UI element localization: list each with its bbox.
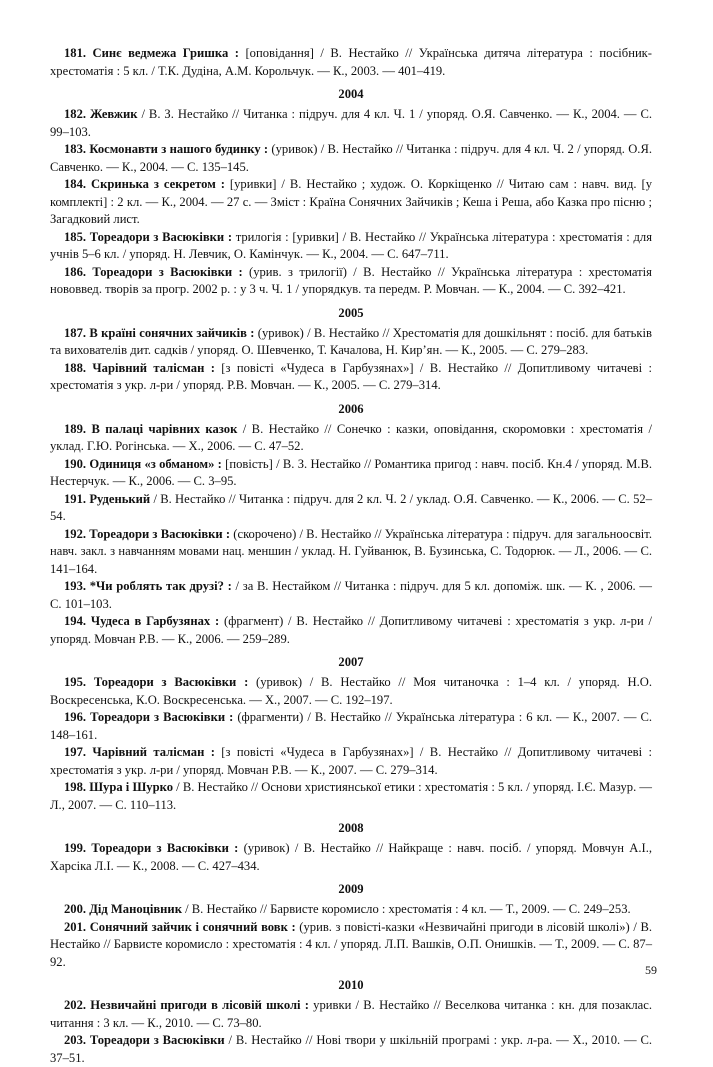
entry-number: 196.: [64, 710, 87, 724]
bibliography-entry: [50, 674, 652, 709]
entry-number: 201.: [64, 919, 87, 934]
entry-details: [уривки] / В. Нестайко ; худож. О. Коркіщенко // Читаю сам : навч. вид. [у комплекті] : 2 кл. — К., 2004. — 27 с. — Зміст : Країна Сонячних Зайчиків ; Кеша і Реша, або Казка про пісню ; Загадковий лист.: [50, 177, 652, 226]
entry-title: Тореадори з Васюківки :: [89, 526, 231, 541]
entry-heading: [64, 527, 230, 541]
entry-title: В палаці чарівних казок: [91, 421, 238, 436]
entry-heading: [64, 841, 238, 855]
entry-details: [з повісті «Чудеса в Гарбузянах»] / В. Нестайко // Допитливому читачеві : хрестоматія з укр. л-ри / упоряд. Мовчан Р.В. — К., 2007. — С. 279–314.: [50, 745, 652, 777]
entry-title: Тореадори з Васюківки :: [90, 710, 234, 724]
entry-number: 184.: [64, 177, 87, 191]
entry-heading: [64, 492, 150, 506]
entry-title: Тореадори з Васюківки :: [91, 841, 239, 855]
entry-details: / В. Нестайко // Основи християнської етики : хрестоматія : 5 кл. / упоряд. І.Є. Мазур. — Л., 2007. — С. 110–113.: [50, 780, 652, 812]
entry-number: 190.: [64, 456, 87, 471]
entry-heading: [64, 745, 215, 759]
entry-details: (уривок) / В. Нестайко // Найкраще : навч. посіб. / упоряд. Мовчун А.І., Харсіка Л.І. — К., 2008. — С. 427–434.: [50, 841, 652, 873]
entry-number: 203.: [64, 1033, 87, 1047]
entry-number: 182.: [64, 107, 87, 121]
entry-number: 188.: [64, 360, 87, 375]
bibliography-entry: [50, 141, 652, 176]
entry-number: 189.: [64, 421, 87, 436]
bibliography-entry: [50, 456, 652, 491]
entry-heading: [64, 1033, 225, 1047]
bibliography-entry: [50, 45, 652, 80]
bibliography-entry: [50, 229, 652, 264]
entry-heading: [64, 422, 237, 436]
bibliography-entry: [50, 919, 652, 972]
entry-title: Скринька з секретом :: [91, 177, 225, 191]
entry-title: Космонавти з нашого будинку :: [89, 142, 269, 156]
entry-heading: [64, 46, 239, 60]
bibliography-entry: [50, 421, 652, 456]
entry-heading: [64, 998, 309, 1012]
year-heading: 2009: [338, 882, 364, 896]
entry-heading: [64, 902, 182, 916]
entry-details: [повість] / В. З. Нестайко // Романтика пригод : навч. посіб. Кн.4 / упоряд. М.В. Нестерчук. — К., 2006. — С. 3–95.: [50, 456, 652, 488]
entry-details: (урив. з повісті-казки «Незвичайні пригоди в лісовій школі») / В. Нестайко // Барвисте коромисло : хрестоматія : 4 кл. / упоряд. Л.П. Вашків, О.П. Онишків. — Т., 2009. — С. 87–92.: [50, 919, 652, 969]
entry-title: Дід Маноцівник: [89, 902, 182, 916]
entry-details: / В. Нестайко // Барвисте коромисло : хрестоматія : 4 кл. — Т., 2009. — С. 249–253.: [181, 902, 631, 916]
entry-details: (скорочено) / В. Нестайко // Українська література : підруч. для загальноосвіт. навч. закл. з навчанням мовами нац. меншин / уклад. Н. Гуйванюк, В. Бузинська, С. Тодорюк. — Л., 2006. — С. 141–164.: [50, 526, 652, 576]
entry-title: Сонячний зайчик і сонячний вовк :: [89, 919, 296, 934]
entry-number: 183.: [64, 142, 87, 156]
entry-number: 195.: [64, 675, 87, 689]
entry-heading: [64, 361, 215, 375]
entry-heading: [64, 107, 138, 121]
entry-number: 192.: [64, 526, 87, 541]
entry-number: 191.: [64, 491, 87, 506]
year-heading: 2010: [338, 978, 364, 992]
bibliography-entry: [50, 840, 652, 875]
entry-heading: [64, 780, 173, 794]
entry-details: (уривок) / В. Нестайко // Моя читаночка : 1–4 кл. / упоряд. Н.О. Воскресенська, К.О. Воскресенська. — Х., 2007. — С. 192–197.: [50, 675, 652, 707]
entry-number: 187.: [64, 325, 87, 340]
entry-details: [оповідання] / В. Нестайко // Українська дитяча література : посібник-хрестоматія : 5 кл. / Т.К. Дудіна, А.М. Корольчук. — К., 2003. — 401–419.: [50, 46, 652, 78]
bibliography-entry: [50, 709, 652, 744]
entry-title: Чарівний талісман :: [92, 745, 215, 759]
entry-details: / В. Нестайко // Сонечко : казки, оповідання, скоромовки : хрестоматія / уклад. Г.Ю. Рогінська. — Х., 2006. — С. 47–52.: [50, 421, 652, 453]
year-heading: 2005: [338, 305, 364, 320]
entry-number: 181.: [64, 46, 87, 60]
entry-number: 200.: [64, 902, 87, 916]
entry-details: (урив. з трилогії) / В. Нестайко // Українська література : хрестоматія нововвед. творів за прогр. 2002 р. : у 3 ч. Ч. 1 / упорядкув. та передм. Р. Мовчан. — К., 2004. — С. 392–421.: [50, 264, 652, 296]
entry-number: 202.: [64, 998, 87, 1012]
entry-details: / В. Нестайко // Нові твори у шкільній програмі : укр. л-ра. — Х., 2010. — С. 37–51.: [50, 1033, 653, 1065]
entry-heading: [64, 675, 248, 689]
entry-heading: [64, 230, 232, 244]
bibliography-entry: [50, 744, 652, 779]
bibliography-entry: [50, 526, 652, 579]
year-heading: 2007: [338, 655, 364, 669]
entry-details: (уривок) / В. Нестайко // Читанка : підруч. для 4 кл. Ч. 2 / упоряд. О.Я. Савченко. — К., 2004. — С. 135–145.: [50, 142, 652, 174]
entry-title: Тореадори з Васюківки :: [92, 264, 243, 279]
bibliography-entry: [50, 264, 652, 299]
entry-heading: [64, 457, 222, 471]
bibliography-entry: [50, 325, 652, 360]
entry-details: / В. Нестайко // Читанка : підруч. для 2 кл. Ч. 2 / уклад. О.Я. Савченко. — К., 2006. — С. 52–54.: [50, 491, 652, 523]
entry-details: [з повісті «Чудеса в Гарбузянах»] / В. Нестайко // Допитливому читачеві : хрестоматія з укр. л-ри / упоряд. Р.В. Мовчан. — К., 2005. — С. 279–314.: [50, 360, 652, 392]
entry-heading: [64, 920, 296, 934]
entry-title: Шура і Шурко: [89, 780, 173, 794]
entry-number: 197.: [64, 745, 87, 759]
entry-details: / В. З. Нестайко // Читанка : підруч. для 4 кл. Ч. 1 / упоряд. О.Я. Савченко. — К., 2004. — С. 99–103.: [50, 107, 652, 139]
bibliography-entry: [50, 578, 652, 613]
bibliography-entry: [50, 779, 652, 814]
entry-heading: [64, 326, 254, 340]
entry-number: 186.: [64, 264, 87, 279]
entry-heading: [64, 614, 219, 628]
entry-title: Руденький: [89, 491, 151, 506]
bibliography-entry: [50, 360, 652, 395]
entry-number: 194.: [64, 614, 87, 628]
entry-heading: [64, 265, 243, 279]
bibliography-entry: [50, 901, 652, 919]
bibliography-entry: [50, 106, 652, 141]
entry-details: (фрагмент) / В. Нестайко // Допитливому читачеві : хрестоматія з укр. л-ри / упоряд. Мовчан Р.В. — К., 2006. — 259–289.: [50, 614, 652, 646]
entry-title: Жевжик: [90, 107, 138, 121]
entry-number: 193.: [64, 579, 87, 593]
entry-title: Незвичайні пригоди в лісовій школі :: [90, 998, 309, 1012]
bibliography-entry: [50, 491, 652, 526]
bibliography-entry: [50, 1032, 652, 1067]
bibliography-entry: [50, 176, 652, 229]
entry-details: уривки / В. Нестайко // Веселкова читанка : кн. для позаклас. читання : 3 кл. — К., 2010. — С. 73–80.: [50, 998, 652, 1030]
bibliography-entry: [50, 613, 652, 648]
entry-details: (фрагменти) / В. Нестайко // Українська література : 6 кл. — К., 2007. — С. 148–161.: [50, 710, 652, 742]
entry-heading: [64, 579, 232, 593]
entry-number: 185.: [64, 229, 87, 244]
entry-title: Чудеса в Гарбузянах :: [90, 614, 220, 628]
entry-title: Синє ведмежа Гришка :: [92, 46, 239, 60]
bibliography-entry: [50, 997, 652, 1032]
year-heading: 2004: [338, 87, 364, 101]
entry-details: трилогія : [уривки] / В. Нестайко // Українська література : хрестоматія : для учнів 5–6 кл. / упоряд. Н. Левчик, О. Камінчук. — К., 2004. — С. 647–711.: [50, 229, 652, 261]
year-heading: 2006: [338, 401, 364, 416]
entry-title: Тореадори з Васюківки: [89, 1033, 225, 1047]
page-number: 59: [645, 963, 657, 977]
entry-title: *Чи роблять так друзі? :: [89, 579, 232, 593]
entry-title: Чарівний талісман :: [92, 360, 215, 375]
entry-title: Тореадори з Васюківки :: [89, 229, 233, 244]
entry-title: Тореадори з Васюківки :: [93, 675, 249, 689]
entry-heading: [64, 142, 268, 156]
entry-heading: [64, 177, 225, 191]
entry-title: В країні сонячних зайчиків :: [89, 325, 255, 340]
year-heading: 2008: [338, 821, 364, 835]
entry-number: 199.: [64, 841, 87, 855]
entry-heading: [64, 710, 233, 724]
bibliography-list: [50, 45, 652, 1067]
entry-details: / за В. Нестайком // Читанка : підруч. для 5 кл. допоміж. шк. — К. , 2006. — С. 101–103.: [50, 579, 652, 611]
entry-title: Одиниця «з обманом» :: [89, 456, 222, 471]
entry-details: (уривок) / В. Нестайко // Хрестоматія для дошкільнят : посіб. для батьків та вихователів дит. садків / упоряд. О. Шевченко, Т. Качалова, Н. Кир’ян. — К., 2005. — С. 279–283.: [50, 325, 652, 357]
entry-number: 198.: [64, 780, 87, 794]
